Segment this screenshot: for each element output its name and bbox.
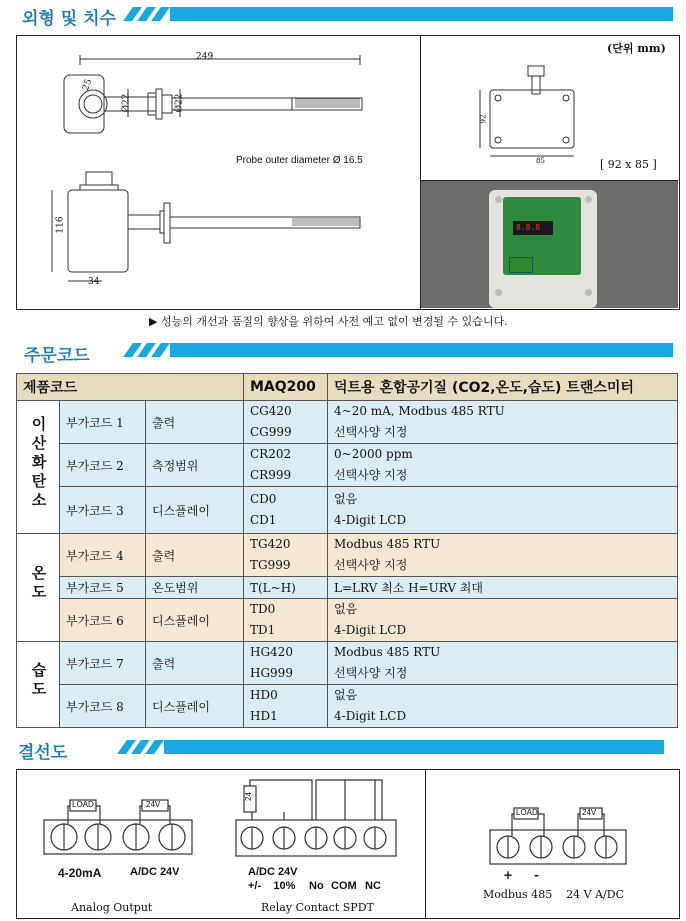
row-type: 출력 xyxy=(146,642,244,685)
group-label: 온도 xyxy=(29,564,48,603)
option-desc: 4-Digit LCD xyxy=(334,709,407,723)
group-humidity xyxy=(17,642,60,728)
option-desc: 4~20 mA, Modbus 485 RTU xyxy=(334,404,505,418)
product-photo: 8.8.8 xyxy=(421,181,678,308)
group-label: 이산화탄소 xyxy=(29,415,48,511)
row-code: 부가코드 6 xyxy=(60,599,146,642)
option-desc: 0~2000 ppm xyxy=(334,447,413,461)
dim-length: 249 xyxy=(196,52,214,62)
dim-d3: Ø22 xyxy=(174,93,185,113)
modbus-load: LOAD xyxy=(516,808,538,817)
option-desc: 없음 xyxy=(334,688,358,702)
option-code: CD0 xyxy=(250,492,277,506)
row-code: 부가코드 1 xyxy=(60,401,146,444)
analog-label-left: 4-20mA xyxy=(58,866,102,880)
header-model: MAQ200 xyxy=(244,374,328,401)
option-code: TG420 xyxy=(250,537,291,551)
relay-wiring-diagram xyxy=(232,776,412,871)
section-title-dimensions: 외형 및 치수 xyxy=(22,9,116,29)
option-code: HD0 xyxy=(250,688,278,702)
option-desc: 없음 xyxy=(334,492,358,506)
relay-com: COM xyxy=(331,880,357,892)
group-co2 xyxy=(17,401,60,534)
option-desc: 선택사양 지정 xyxy=(334,468,408,482)
option-desc: 4-Digit LCD xyxy=(334,623,407,637)
option-code: CR999 xyxy=(250,468,292,482)
option-code: HG999 xyxy=(250,666,293,680)
option-code: CG999 xyxy=(250,425,292,439)
dim-width: 34 xyxy=(88,277,100,287)
modbus-wiring-diagram xyxy=(486,804,631,874)
option-desc: 선택사양 지정 xyxy=(334,425,408,439)
unit-label: (단위 mm) xyxy=(607,42,666,55)
relay-caption: Relay Contact SPDT xyxy=(261,901,374,914)
row-code: 부가코드 3 xyxy=(60,487,146,534)
option-code: TD0 xyxy=(250,602,276,616)
row-type: 출력 xyxy=(146,401,244,444)
group-label: 습도 xyxy=(29,661,48,700)
row-code: 부가코드 2 xyxy=(60,444,146,487)
notice-text: ▶ 성능의 개선과 품질의 향상을 위하여 사전 예고 없이 변경될 수 있습니다. xyxy=(149,315,508,328)
modbus-plus: + xyxy=(503,868,514,882)
row-code: 부가코드 4 xyxy=(60,534,146,577)
row-type: 온도범위 xyxy=(146,577,244,599)
analog-wiring-diagram xyxy=(40,796,200,866)
option-desc: Modbus 485 RTU xyxy=(334,537,441,551)
probe-note: Probe outer diameter Ø 16.5 xyxy=(236,155,363,166)
modbus-24v: 24V xyxy=(582,808,597,817)
option-code: CD1 xyxy=(250,513,277,527)
box-width: 85 xyxy=(536,157,545,165)
option-desc: 선택사양 지정 xyxy=(334,558,408,572)
option-code: HG420 xyxy=(250,645,293,659)
row-type: 디스플레이 xyxy=(146,487,244,534)
row-type: 출력 xyxy=(146,534,244,577)
modbus-minus: - xyxy=(534,868,539,882)
analog-load: LOAD xyxy=(72,800,94,809)
modbus-caption: Modbus 485 24 V A/DC xyxy=(483,888,624,901)
option-code: TD1 xyxy=(250,623,276,637)
section-title-wiring: 결선도 xyxy=(18,743,68,763)
option-desc: 선택사양 지정 xyxy=(334,666,408,680)
relay-24: 24 xyxy=(243,792,253,801)
dim-d2: Ø22 xyxy=(121,93,132,113)
box-height: 92 xyxy=(479,114,488,124)
dim-d1: 25 xyxy=(81,77,95,93)
option-desc: 없음 xyxy=(334,602,358,616)
row-type: 디스플레이 xyxy=(146,599,244,642)
analog-caption: Analog Output xyxy=(71,901,153,914)
row-type: 디스플레이 xyxy=(146,685,244,728)
front-view-drawing xyxy=(470,60,590,170)
option-desc: Modbus 485 RTU xyxy=(334,645,441,659)
option-code: HD1 xyxy=(250,709,278,723)
option-desc: L=LRV 최소 H=URV 최대 xyxy=(328,577,678,599)
option-code: TG999 xyxy=(250,558,291,572)
option-code: T(L~H) xyxy=(244,577,328,599)
analog-label-right: A/DC 24V xyxy=(130,866,180,878)
row-type: 측정범위 xyxy=(146,444,244,487)
relay-nc: NC xyxy=(365,880,381,892)
row-code: 부가코드 8 xyxy=(60,685,146,728)
option-code: CR202 xyxy=(250,447,292,461)
relay-label-1: A/DC 24V xyxy=(248,866,298,878)
relay-no: No xyxy=(309,880,324,892)
dim-height: 116 xyxy=(55,216,66,234)
header-code: 제품코드 xyxy=(17,374,244,401)
option-code: CG420 xyxy=(250,404,292,418)
option-desc: 4-Digit LCD xyxy=(334,513,407,527)
section-title-order-code: 주문코드 xyxy=(24,346,90,366)
relay-label-2: +/- 10% xyxy=(248,880,296,892)
analog-24v: 24V xyxy=(146,800,161,809)
header-desc: 덕트용 혼합공기질 (CO2,온도,습도) 트랜스미터 xyxy=(328,374,678,401)
enclosure-size: [ 92 x 85 ] xyxy=(600,158,657,171)
row-code: 부가코드 5 xyxy=(60,577,146,599)
order-code-table xyxy=(16,373,678,728)
row-code: 부가코드 7 xyxy=(60,642,146,685)
group-temperature xyxy=(17,534,60,642)
